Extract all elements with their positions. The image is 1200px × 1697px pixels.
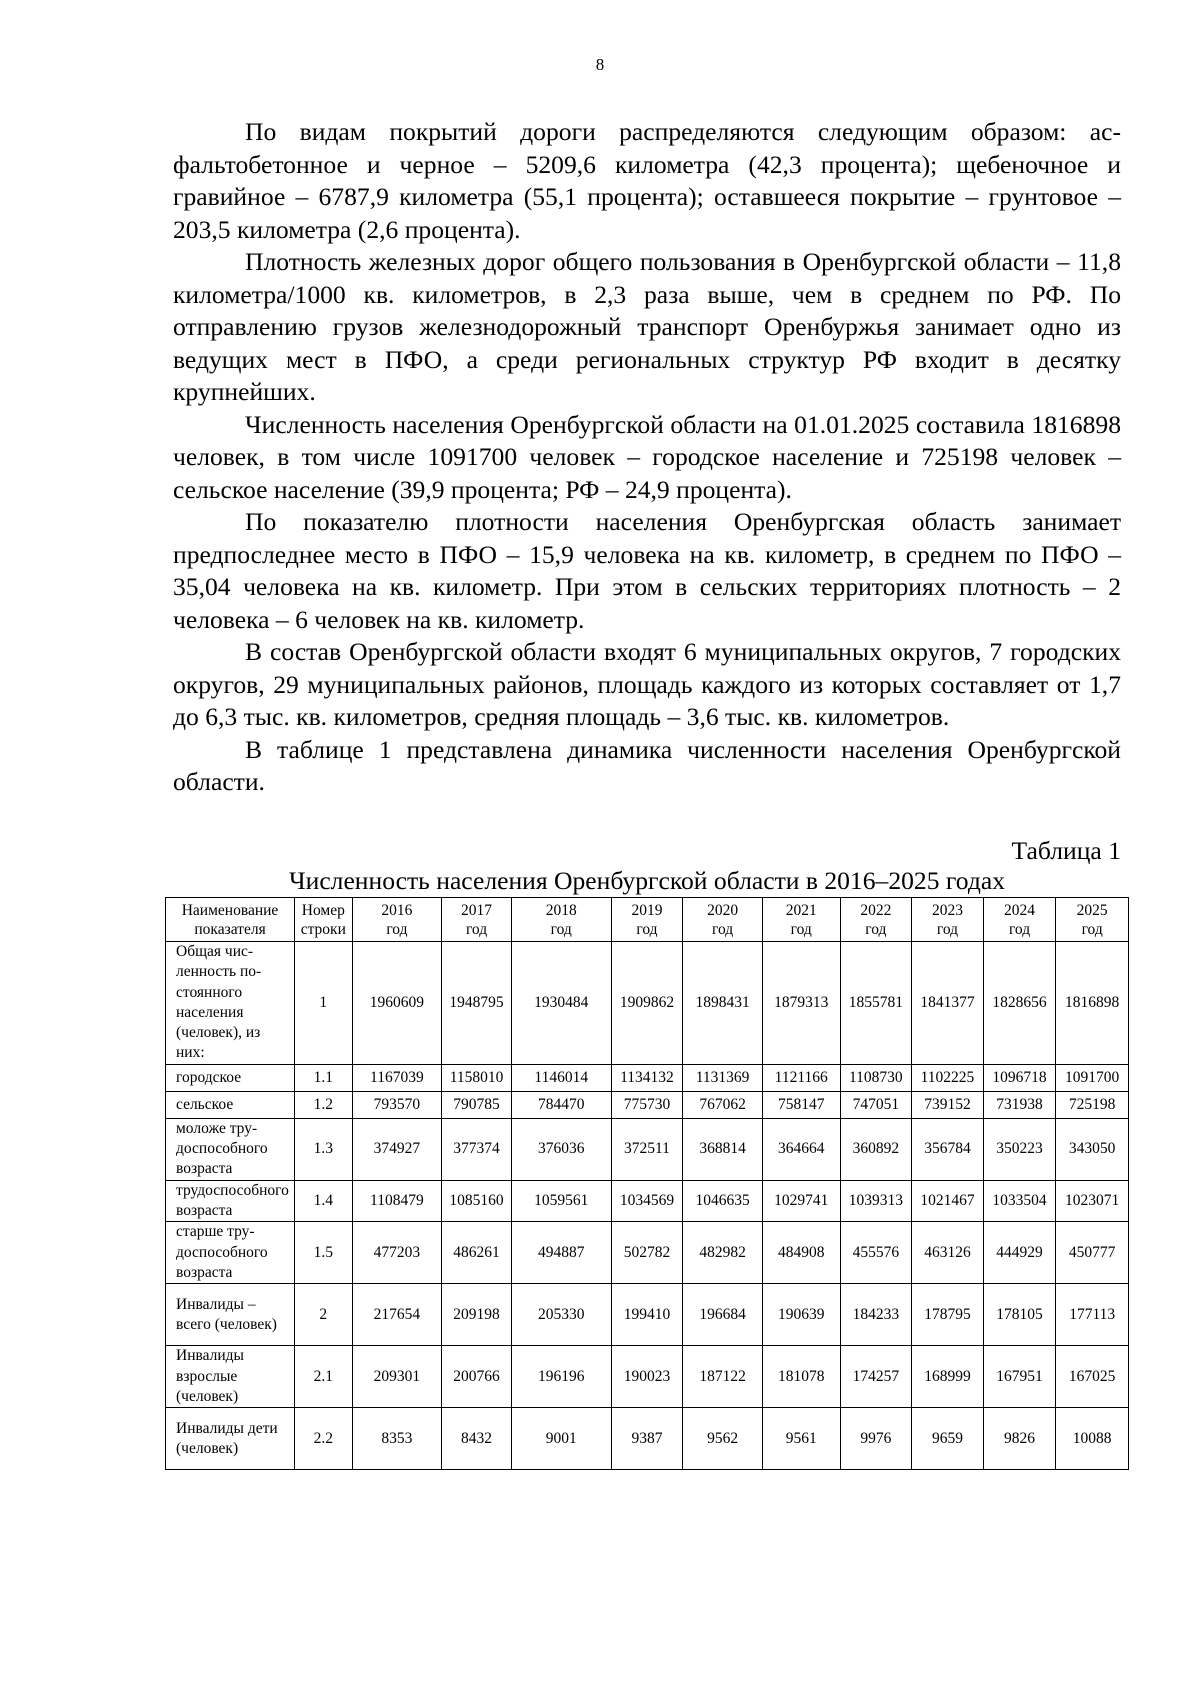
cell-value: 502782 [611, 1222, 683, 1284]
cell-value: 455576 [840, 1222, 912, 1284]
cell-value: 494887 [511, 1222, 611, 1284]
cell-value: 775730 [611, 1091, 683, 1118]
row-number: 2.1 [295, 1346, 352, 1408]
header-indicator-name: Наименование показателя [166, 898, 295, 942]
cell-value: 1816898 [1056, 942, 1129, 1065]
row-number: 1.1 [295, 1064, 352, 1091]
cell-value: 1102225 [912, 1064, 984, 1091]
row-number: 1.4 [295, 1180, 352, 1222]
cell-value: 8432 [442, 1408, 512, 1470]
cell-value: 174257 [840, 1346, 912, 1408]
cell-value: 368814 [683, 1118, 763, 1180]
cell-value: 190023 [611, 1346, 683, 1408]
cell-value: 374927 [352, 1118, 442, 1180]
table-body [166, 942, 1129, 1470]
body-text [173, 116, 1121, 799]
cell-value: 784470 [511, 1091, 611, 1118]
row-indicator-name: старше трудоспособного возраста [166, 1222, 295, 1284]
cell-value: 167025 [1056, 1346, 1129, 1408]
table-row [166, 1091, 1129, 1118]
row-indicator-name: трудоспособного возраста [166, 1180, 295, 1222]
cell-value: 790785 [442, 1091, 512, 1118]
row-indicator-name: городское [166, 1064, 295, 1091]
cell-value: 1096718 [983, 1064, 1056, 1091]
cell-value: 477203 [352, 1222, 442, 1284]
paragraph-population-density: По показателю плотности населения Оренбургская область занимает предпоследнее место в ПФО – 15,9 человека на кв. километр, в среднем по ПФО – 35,04 человека на кв. километр. При этом в сельских территориях плотность – 2 человека – 6 человек на кв. километр. [173, 507, 1121, 634]
row-number: 1.2 [295, 1091, 352, 1118]
table-title: Численность населения Оренбургской области в 2016–2025 годах [288, 866, 1005, 895]
row-indicator-name: Инвалиды дети (человек) [166, 1408, 295, 1470]
paragraph-railway-density: Плотность железных дорог общего пользования в Оренбургской области – 11,8 километра/1000 кв. километров, в 2,3 раза выше, чем в среднем по РФ. По отправлению грузов железнодорожный транспорт Оренбуржья занимает одно из ведущих мест в ПФО, а среди региональных структур РФ входит в десятку крупнейших. [173, 247, 1121, 406]
row-number: 1.5 [295, 1222, 352, 1284]
cell-value: 1948795 [442, 942, 512, 1065]
cell-value: 725198 [1056, 1091, 1129, 1118]
row-indicator-name: Инвалиды взрослые (человек) [166, 1346, 295, 1408]
cell-value: 350223 [983, 1118, 1056, 1180]
header-row-number: Номер строки [295, 898, 352, 942]
paragraph-table-intro: В таблице 1 представлена динамика численности населения Оренбургской области. [173, 734, 1121, 796]
table-header [166, 898, 1129, 942]
cell-value: 1108479 [352, 1180, 442, 1222]
header-year-2016: 2016 год [352, 898, 442, 942]
table-row [166, 942, 1129, 1065]
cell-value: 1879313 [762, 942, 840, 1065]
cell-value: 758147 [762, 1091, 840, 1118]
cell-value: 372511 [611, 1118, 683, 1180]
table-label: Таблица 1 [1011, 836, 1121, 865]
cell-value: 9659 [912, 1408, 984, 1470]
cell-value: 209198 [442, 1284, 512, 1346]
cell-value: 1085160 [442, 1180, 512, 1222]
table-row [166, 1346, 1129, 1408]
cell-value: 181078 [762, 1346, 840, 1408]
cell-value: 205330 [511, 1284, 611, 1346]
row-indicator-name: моложе трудоспособного возраста [166, 1118, 295, 1180]
cell-value: 486261 [442, 1222, 512, 1284]
cell-value: 444929 [983, 1222, 1056, 1284]
cell-value: 731938 [983, 1091, 1056, 1118]
cell-value: 356784 [912, 1118, 984, 1180]
header-year-2019: 2019 год [611, 898, 683, 942]
cell-value: 482982 [683, 1222, 763, 1284]
header-year-2023: 2023 год [912, 898, 984, 942]
cell-value: 1131369 [683, 1064, 763, 1091]
cell-value: 9001 [511, 1408, 611, 1470]
cell-value: 1039313 [840, 1180, 912, 1222]
cell-value: 1855781 [840, 942, 912, 1065]
cell-value: 376036 [511, 1118, 611, 1180]
row-indicator-name: Общая численность постоянного населения (человек), из них: [166, 942, 295, 1065]
paragraph-road-surfaces: По видам покрытий дороги распределяются следующим образом: асфальтобетонное и черное – 5209,6 километра (42,3 процента); щебеночное и гравийное – 6787,9 километра (55,1 процента); оставшееся покрытие – грунтовое – 203,5 километра (2,6 процента). [173, 117, 1121, 244]
cell-value: 9976 [840, 1408, 912, 1470]
cell-value: 168999 [912, 1346, 984, 1408]
cell-value: 1960609 [352, 942, 442, 1065]
cell-value: 167951 [983, 1346, 1056, 1408]
cell-value: 9826 [983, 1408, 1056, 1470]
table-row [166, 1118, 1129, 1180]
header-year-2024: 2024 год [983, 898, 1056, 942]
cell-value: 1146014 [511, 1064, 611, 1091]
header-year-2022: 2022 год [840, 898, 912, 942]
header-year-2021: 2021 год [762, 898, 840, 942]
paragraph-population: Численность населения Оренбургской области на 01.01.2025 составила 1816898 человек, в том числе 1091700 человек – городское население и 725198 человек – сельское население (39,9 процента; РФ – 24,9 процента). [173, 409, 1121, 504]
table-row [166, 1408, 1129, 1470]
table-row [166, 1222, 1129, 1284]
cell-value: 178105 [983, 1284, 1056, 1346]
cell-value: 1167039 [352, 1064, 442, 1091]
row-number: 1.3 [295, 1118, 352, 1180]
header-year-2020: 2020 год [683, 898, 763, 942]
cell-value: 767062 [683, 1091, 763, 1118]
cell-value: 9562 [683, 1408, 763, 1470]
cell-value: 9387 [611, 1408, 683, 1470]
cell-value: 377374 [442, 1118, 512, 1180]
cell-value: 184233 [840, 1284, 912, 1346]
cell-value: 177113 [1056, 1284, 1129, 1346]
header-year-2018: 2018 год [511, 898, 611, 942]
cell-value: 200766 [442, 1346, 512, 1408]
table-row [166, 1064, 1129, 1091]
cell-value: 1121166 [762, 1064, 840, 1091]
cell-value: 1023071 [1056, 1180, 1129, 1222]
cell-value: 1828656 [983, 942, 1056, 1065]
cell-value: 747051 [840, 1091, 912, 1118]
cell-value: 1021467 [912, 1180, 984, 1222]
cell-value: 217654 [352, 1284, 442, 1346]
header-year-2017: 2017 год [442, 898, 512, 942]
cell-value: 1108730 [840, 1064, 912, 1091]
cell-value: 1158010 [442, 1064, 512, 1091]
row-indicator-name: сельское [166, 1091, 295, 1118]
cell-value: 463126 [912, 1222, 984, 1284]
row-number: 1 [295, 942, 352, 1065]
table-row [166, 1284, 1129, 1346]
cell-value: 1898431 [683, 942, 763, 1065]
cell-value: 1091700 [1056, 1064, 1129, 1091]
cell-value: 9561 [762, 1408, 840, 1470]
cell-value: 199410 [611, 1284, 683, 1346]
page-number: 8 [595, 55, 605, 74]
cell-value: 360892 [840, 1118, 912, 1180]
row-number: 2.2 [295, 1408, 352, 1470]
cell-value: 450777 [1056, 1222, 1129, 1284]
cell-value: 484908 [762, 1222, 840, 1284]
table-header-row [166, 898, 1129, 942]
cell-value: 1033504 [983, 1180, 1056, 1222]
cell-value: 10088 [1056, 1408, 1129, 1470]
cell-value: 343050 [1056, 1118, 1129, 1180]
cell-value: 1930484 [511, 942, 611, 1065]
cell-value: 187122 [683, 1346, 763, 1408]
cell-value: 1034569 [611, 1180, 683, 1222]
cell-value: 8353 [352, 1408, 442, 1470]
cell-value: 1059561 [511, 1180, 611, 1222]
cell-value: 196196 [511, 1346, 611, 1408]
paragraph-municipalities: В состав Оренбургской области входят 6 муниципальных округов, 7 городских округов, 29 муниципальных районов, площадь каждого из которых составляет от 1,7 до 6,3 тыс. кв. километров, средняя площадь – 3,6 тыс. кв. километров. [173, 637, 1121, 731]
table-row [166, 1180, 1129, 1222]
cell-value: 1909862 [611, 942, 683, 1065]
cell-value: 739152 [912, 1091, 984, 1118]
row-number: 2 [295, 1284, 352, 1346]
population-table [165, 897, 1129, 1470]
cell-value: 1134132 [611, 1064, 683, 1091]
cell-value: 793570 [352, 1091, 442, 1118]
cell-value: 196684 [683, 1284, 763, 1346]
header-year-2025: 2025 год [1056, 898, 1129, 942]
cell-value: 209301 [352, 1346, 442, 1408]
cell-value: 190639 [762, 1284, 840, 1346]
cell-value: 178795 [912, 1284, 984, 1346]
cell-value: 1046635 [683, 1180, 763, 1222]
cell-value: 364664 [762, 1118, 840, 1180]
cell-value: 1029741 [762, 1180, 840, 1222]
row-indicator-name: Инвалиды – всего (человек) [166, 1284, 295, 1346]
cell-value: 1841377 [912, 942, 984, 1065]
